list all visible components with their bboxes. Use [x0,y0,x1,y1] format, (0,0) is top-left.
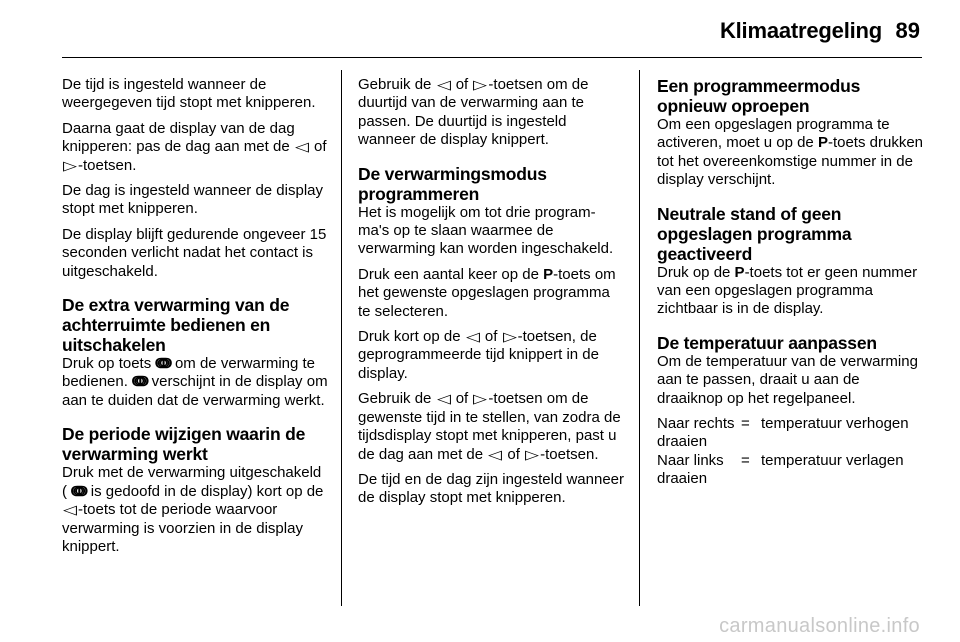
right-arrow-icon: ▷ [473,77,488,92]
column-divider-2 [639,70,640,606]
column-3 [657,76,923,489]
text: Om een opgeslagen programma te activeren, moet u op de [657,116,890,152]
table-cell-result: temperatuur verhogen [761,415,909,433]
text: of [451,390,473,408]
page-header [0,0,960,58]
left-arrow-icon: ◁ [63,502,77,518]
left-arrow-icon: ◁ [294,139,309,155]
paragraph [358,266,624,321]
right-arrow-icon: ▷ [502,329,517,345]
table-cell-equals: = [741,451,750,469]
section-heading: De verwarmingsmodus programmeren [358,163,547,204]
column-divider-1 [341,70,342,606]
p-key-label: P [543,265,554,283]
table-cell-action: Naar rechts draaien [657,415,735,451]
paragraph: De tijd en de dag zijn ingesteld wanneer de display stopt met knipperen. [358,470,625,507]
paragraph [62,355,328,410]
text: of [480,328,502,346]
text: Druk met de verwarming uitgeschakeld ( [62,464,322,500]
text: -toetsen om de gewenste tijd in te stellen, van zodra de tijdsdisplay stopt met knipperen, past u de dag aan met de [358,390,621,463]
p-key-label: P [817,134,828,152]
page-number: 89 [895,18,920,43]
watermark: carmanualsonline.info [719,615,920,637]
text: -toetsen om de duurtijd van de verwarming aan te passen. De duurtijd is ingesteld wanneer de display knippert. [358,76,589,149]
text: -toetsen. [540,445,599,463]
right-arrow-icon: ▷ [473,391,488,407]
text: om de verwarming te bedienen. [62,355,316,391]
table-row [657,415,909,452]
text: verschijnt in de display om aan te duiden dat de verwarming werkt. [62,373,328,409]
text: -toets tot er geen nummer van een opgeslagen programma zichtbaar is in de display. [657,263,918,318]
header-rule [62,57,922,58]
paragraph [62,464,328,556]
left-arrow-icon: ◁ [488,446,503,462]
left-arrow-icon: ◁ [436,77,451,92]
text: Druk op toets [62,355,156,373]
column-1 [62,76,328,563]
page-title: Klimaatregeling [719,18,882,43]
text: -toets drukken tot het overeenkomstige nummer in de display verschijnt. [657,134,923,189]
left-arrow-icon: ◁ [436,391,451,407]
section-heading: De temperatuur aanpassen [657,332,877,353]
text: of [503,445,525,463]
table-row [657,452,909,489]
text: is gedoofd in de display) kort op de [86,482,324,500]
table-cell-action: Naar links draaien [657,451,724,488]
right-arrow-icon: ▷ [525,446,540,462]
paragraph: Het is mogelijk om tot drie program-ma's op te slaan waarmee de verwarming kan worden ingeschakeld. [358,203,614,258]
right-arrow-icon: ▷ [63,157,77,173]
section-heading: De periode wijzigen waarin de verwarming werkt [62,424,306,465]
paragraph: Om de temperatuur van de verwarming aan te passen, draait u aan de draaiknop op het regelpaneel. [657,352,918,407]
temperature-table [657,415,909,489]
paragraph [358,390,624,464]
text: of [309,138,327,156]
column-2 [358,76,624,515]
text: -toetsen, de geprogrammeerde tijd knippert in de display. [358,328,599,382]
text: of [451,76,473,93]
paragraph [657,116,923,190]
section-heading: Een programmeermodus opnieuw oproepen [657,76,861,116]
text: -toetsen. [78,156,137,174]
heater-icon: ↈ [132,373,148,391]
paragraph [358,328,624,383]
text: -toets om het gewenste opgeslagen programma te selecteren. [358,265,616,320]
text: Druk op de [657,263,735,281]
text: Gebruik de [358,390,436,408]
table-cell-equals: = [741,415,750,433]
heater-icon: ↈ [155,355,171,373]
paragraph: De dag is ingesteld wanneer de display stopt met knipperen. [62,182,323,218]
heater-icon: ↈ [71,482,87,500]
paragraph [358,76,624,150]
p-key-label: P [734,263,745,281]
text: Druk kort op de [358,328,465,346]
paragraph [62,120,328,175]
left-arrow-icon: ◁ [465,329,480,345]
text: Druk een aantal keer op de [358,265,544,283]
table-cell-result: temperatuur verlagen [761,451,904,469]
text: Daarna gaat de display van de dag knipperen: pas de dag aan met de [62,119,295,156]
text: -toets tot de periode waarvoor verwarming is voorzien in de display knippert. [62,501,303,555]
text: Gebruik de [358,76,436,93]
section-heading: Neutrale stand of geen opgeslagen programma geactiveerd [657,203,852,264]
paragraph: De display blijft gedurende ongeveer 15 seconden verlicht nadat het contact is uitgeschakeld. [62,225,327,280]
paragraph [657,264,923,319]
section-heading: De extra verwarming van de achterruimte bedienen en uitschakelen [62,295,290,356]
paragraph: De tijd is ingesteld wanneer de weergegeven tijd stopt met knipperen. [62,76,316,112]
